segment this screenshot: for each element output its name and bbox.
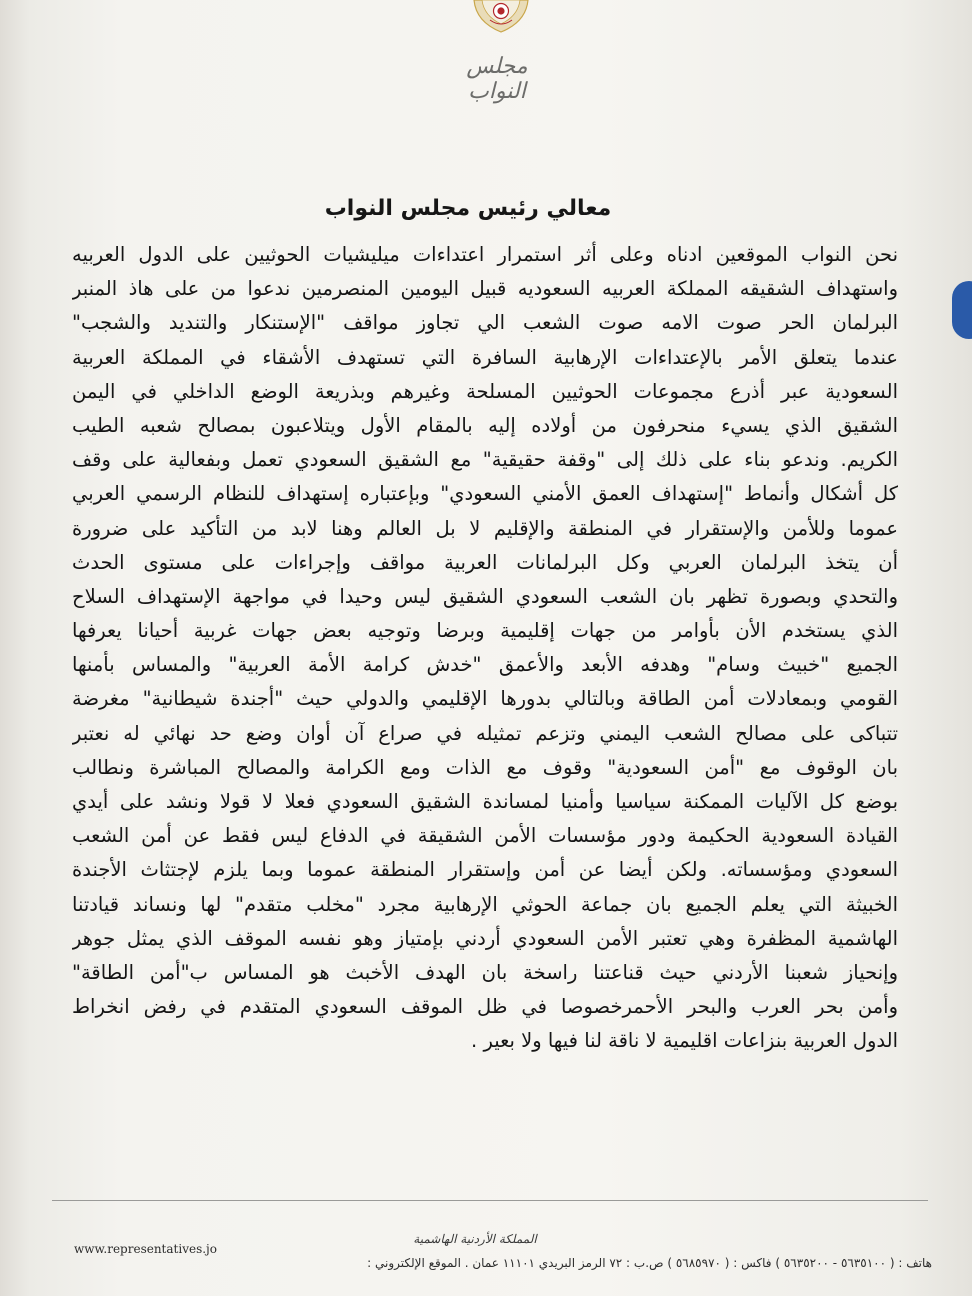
body-line: نحن النواب الموقعين ادناه وعلى أثر استمرار اعتداءات ميليشيات الحوثيين على الدول العربيه — [72, 243, 898, 266]
body-line: القومي وبمعادلات أمن الطاقة وبالتالي بدورها الإقليمي والدولي حيث "أجندة شيطانية" مغرضة — [72, 687, 898, 711]
body-line: السعودية عبر أذرع مجموعات الحوثيين المسلحة وغيرهم وبذريعة الوضع الداخلي في اليمن — [72, 379, 898, 403]
body-line: السعودي ومؤسساته. ولكن أيضا عن أمن وإستقرار المنطقة عموما وبما يلزم لإجتثاث الأجندة — [72, 858, 898, 882]
body-line: الهاشمية المظفرة وهي تعتبر الأمن السعودي أردني بإمتياز وهو نفسه الموقف الذي يمثل جوهر — [72, 926, 898, 950]
letter-body — [72, 238, 898, 1059]
footer-divider — [52, 1200, 928, 1201]
body-line: الخبيثة التي يعلم الجميع بان جماعة الحوثي الإرهابية مجرد "مخلب متقدم" لها ونساند قيادتنا — [72, 892, 898, 916]
body-line: الشقيق الذي يسيء منحرفون من أولاده إليه بالمقام الأول ويتلاعبون بمصالح شعبه الطيب — [72, 413, 898, 437]
body-line: تتباكى على مصالح الشعب اليمني وتزعم تمثيله في صراع آن أوان وضع حد نهائي له نعتبر — [72, 721, 898, 745]
body-line-last: الدول العربية بنزاعات اقليمية لا ناقة لنا فيها ولا بعير . — [471, 1029, 898, 1053]
body-line: الكريم. وندعو بناء على ذلك إلى "وقفة حقيقية" مع الشقيق السعودي تعمل وبفعالية على وقف — [72, 448, 898, 472]
body-line: وإنحياز شعبنا الأردني حيث قناعتنا راسخة بان الهدف الأخبث هو المساس ب"أمن الطاقة" — [72, 960, 898, 984]
footer-website-link[interactable]: www.representatives.jo — [74, 1242, 217, 1256]
body-line: بان الوقوف مع "أمن السعودية" وقوف مع الذات ومع الكرامة والمصالح المباشرة ونطالب — [72, 755, 898, 779]
body-line: كل أشكال وأنماط "إستهداف العمق الأمني السعودي" وبإعتباره إستهداف للنظام الرسمي العربي — [72, 482, 898, 506]
edge-notification-badge — [952, 281, 972, 339]
body-line: الذي يستخدم الأن بأوامر من جهات إقليمية وبرضا وتوجيه بعض جهات غربية أحيانا يعرفها — [72, 619, 898, 643]
footer-contact-info: هاتف : ( ٥٦٣٥١٠٠ - ٥٦٣٥٢٠٠ ) فاكس : ( ٥٦٨٥٩٧٠ ) ص.ب : ٧٢ الرمز البريدي ١١١٠١ عمان . الموقع الإلكتروني : — [367, 1256, 932, 1270]
body-line: عندما يتعلق الأمر بالإعتداءات الإرهابية السافرة التي تستهدف الأشقاء في المملكة العربية — [72, 345, 898, 369]
letter-title: معالي رئيس مجلس النواب — [324, 196, 612, 221]
body-line: القيادة السعودية الحكيمة ودور مؤسسات الأمن الشقيقة في الدفاع ليس فقط عن أمن الشعب — [72, 824, 898, 848]
body-line: أن يتخذ البرلمان العربي وكل البرلمانات العربية مواقف وإجراءات على مستوى الحدث — [72, 550, 898, 574]
emblem-crest-icon — [468, 0, 534, 34]
body-line: البرلمان الحر صوت الامه صوت الشعب الي تجاوز مواقف "الإستنكار والتنديد والشجب" — [72, 311, 898, 335]
body-line: وأمن بحر العرب والبحر الأحمرخصوصا في ظل الموقف السعودي المتقدم في رفض انخراط — [72, 995, 898, 1019]
footer-org-name: المملكة الأردنية الهاشمية — [413, 1232, 537, 1246]
body-line: واستهداف الشقيقه المملكة العربيه السعوديه قبيل اليومين المنصرمين ندعوا من على هاذ المنبر — [72, 277, 898, 301]
body-line: بوضع كل الآليات الممكنة سياسيا وأمنيا لمساندة الشقيق السعودي فعلا لا قولا ونشد على أيدي — [72, 790, 898, 813]
parliament-logo-text: مجلس النواب — [466, 54, 528, 104]
body-line: الجميع "خبيث وسام" وهدفه الأبعد والأعمق "خدش كرامة الأمة العربية" والمساس بأمنها — [72, 653, 898, 677]
body-line: عموما وللأمن والإستقرار في المنطقة والإقليم لا بل العالم وهنا لابد من التأكيد على ضرورة — [72, 516, 898, 540]
body-line: والتحدي وبصورة تظهر بان الشعب السعودي الشقيق ليس وحيدا في مواجهة الإستهداف السلاح — [72, 584, 898, 608]
